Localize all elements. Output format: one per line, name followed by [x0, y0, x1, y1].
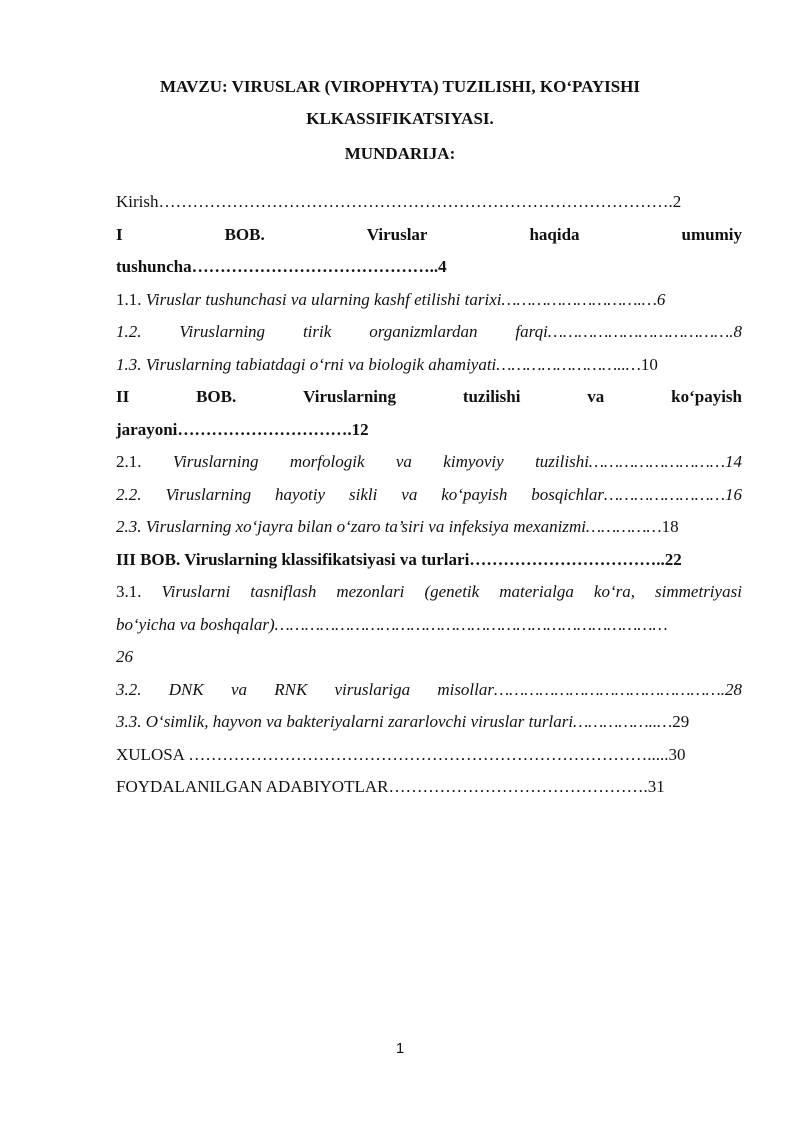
toc-entry-3-3	[116, 710, 742, 743]
toc-section-number: 2.1.	[116, 452, 142, 471]
toc-word: 2.2.	[116, 484, 142, 504]
toc-word: Viruslarning	[179, 322, 266, 341]
toc-word: organizmlardan	[369, 322, 478, 341]
toc-entry-adabiyotlar: FOYDALANILGAN ADABIYOTLAR……………………………………….31	[116, 777, 665, 796]
toc-entry-chapter-1-cont: tushuncha……………………………………..4	[116, 257, 447, 276]
toc-page-number: 18	[661, 517, 679, 536]
toc-entry-3-1	[116, 580, 742, 613]
document-title-line-2: KLKASSIFIKATSIYASI.	[306, 109, 494, 128]
toc-section-number: 3.1.	[116, 582, 142, 601]
toc-word: ko‘ra,	[593, 582, 635, 601]
toc-word: misollar……………………………………….28	[437, 679, 742, 699]
toc-word: Viruslarning	[303, 387, 396, 406]
contents-heading: MUNDARIJA:	[344, 144, 456, 163]
toc-entry-xulosa: XULOSA ……………………………………………………………………….....30	[116, 744, 686, 764]
toc-word: tuzilishi………………………14	[535, 452, 742, 471]
toc-entry-2-3	[116, 515, 742, 548]
toc-word: Viruslar	[366, 224, 428, 244]
toc-entry-3-1-cont: bo‘yicha va boshqalar)……………………………………………………………………	[116, 614, 668, 634]
toc-word: va	[395, 452, 412, 471]
toc-entry-1-2	[116, 320, 742, 353]
toc-word: sikli	[349, 484, 378, 504]
toc-section-text: 1.3. Viruslarning tabiatdagi o‘rni va biologik ahamiyati……………………..…	[116, 354, 641, 374]
toc-word: haqida	[529, 224, 580, 244]
toc-entry-1-1	[116, 288, 742, 321]
toc-word: (genetik	[424, 582, 480, 601]
toc-word: bosqichlar……………………16	[531, 484, 742, 504]
toc-word: ko‘payish	[441, 484, 508, 504]
toc-entry-chapter-2-cont: jarayoni………………………….12	[116, 419, 369, 439]
toc-word: Viruslarning	[165, 484, 252, 504]
toc-entry-1-3	[116, 353, 742, 386]
toc-word: ko‘payish	[671, 387, 742, 406]
toc-entry-chapter-2	[116, 385, 742, 418]
toc-word: I	[116, 224, 123, 244]
toc-word: farqi……………………………….8	[515, 322, 742, 341]
toc-word: RNK	[274, 679, 308, 699]
toc-page-number: 29	[672, 712, 690, 731]
toc-word: tuzilishi	[462, 387, 521, 406]
toc-entry-3-1-page: 26	[116, 647, 133, 666]
toc-section-text: 2.3. Viruslarning xo‘jayra bilan o‘zaro ta’siri va infeksiya mexanizmi……………	[116, 517, 662, 536]
toc-entry-2-2	[116, 483, 742, 516]
toc-entry-2-1	[116, 450, 742, 483]
toc-section-text: 3.3. O‘simlik, hayvon va bakteriyalarni zararlovchi viruslar turlari……………..…	[116, 712, 673, 731]
toc-word: II	[116, 387, 130, 406]
toc-word: BOB.	[196, 387, 237, 406]
toc-word: DNK	[168, 679, 204, 699]
toc-word: 1.2.	[116, 322, 142, 341]
toc-word: viruslariga	[334, 679, 411, 699]
toc-word: tirik	[302, 322, 332, 341]
toc-word: hayotiy	[275, 484, 326, 504]
toc-word: va	[587, 387, 605, 406]
toc-word: Viruslarni	[161, 582, 231, 601]
toc-word: tasniflash	[250, 582, 317, 601]
toc-entry-chapter-1	[116, 223, 742, 256]
toc-word: umumiy	[681, 224, 742, 244]
toc-word: va	[401, 484, 418, 504]
toc-word: 3.2.	[116, 679, 142, 699]
toc-entry-3-2	[116, 678, 742, 711]
page-number: 1	[395, 1040, 405, 1057]
toc-word: BOB.	[224, 224, 265, 244]
toc-word: kimyoviy	[443, 452, 504, 471]
toc-section-number: 1.1.	[116, 289, 142, 309]
toc-word: va	[230, 679, 247, 699]
toc-entry-kirish: Kirish……………………………………………………………………………….2	[116, 192, 682, 211]
toc-entry-chapter-3: III BOB. Viruslarning klassifikatsiyasi va turlari……………………………..22	[116, 549, 682, 569]
toc-word: mezonlari	[336, 582, 405, 601]
table-of-contents	[116, 190, 742, 808]
toc-word: morfologik	[289, 452, 365, 471]
toc-page-number: 10	[640, 354, 658, 374]
document-title-line-1: MAVZU: VIRUSLAR (VIROPHYTA) TUZILISHI, KO‘PAYISHI	[159, 77, 641, 96]
toc-word: Viruslarning	[172, 452, 259, 471]
toc-section-text: Viruslar tushunchasi va ularning kashf etilishi tarixi……………………….…6	[141, 289, 666, 309]
toc-word: materialga	[499, 582, 574, 601]
toc-word: simmetriyasi	[655, 582, 742, 601]
